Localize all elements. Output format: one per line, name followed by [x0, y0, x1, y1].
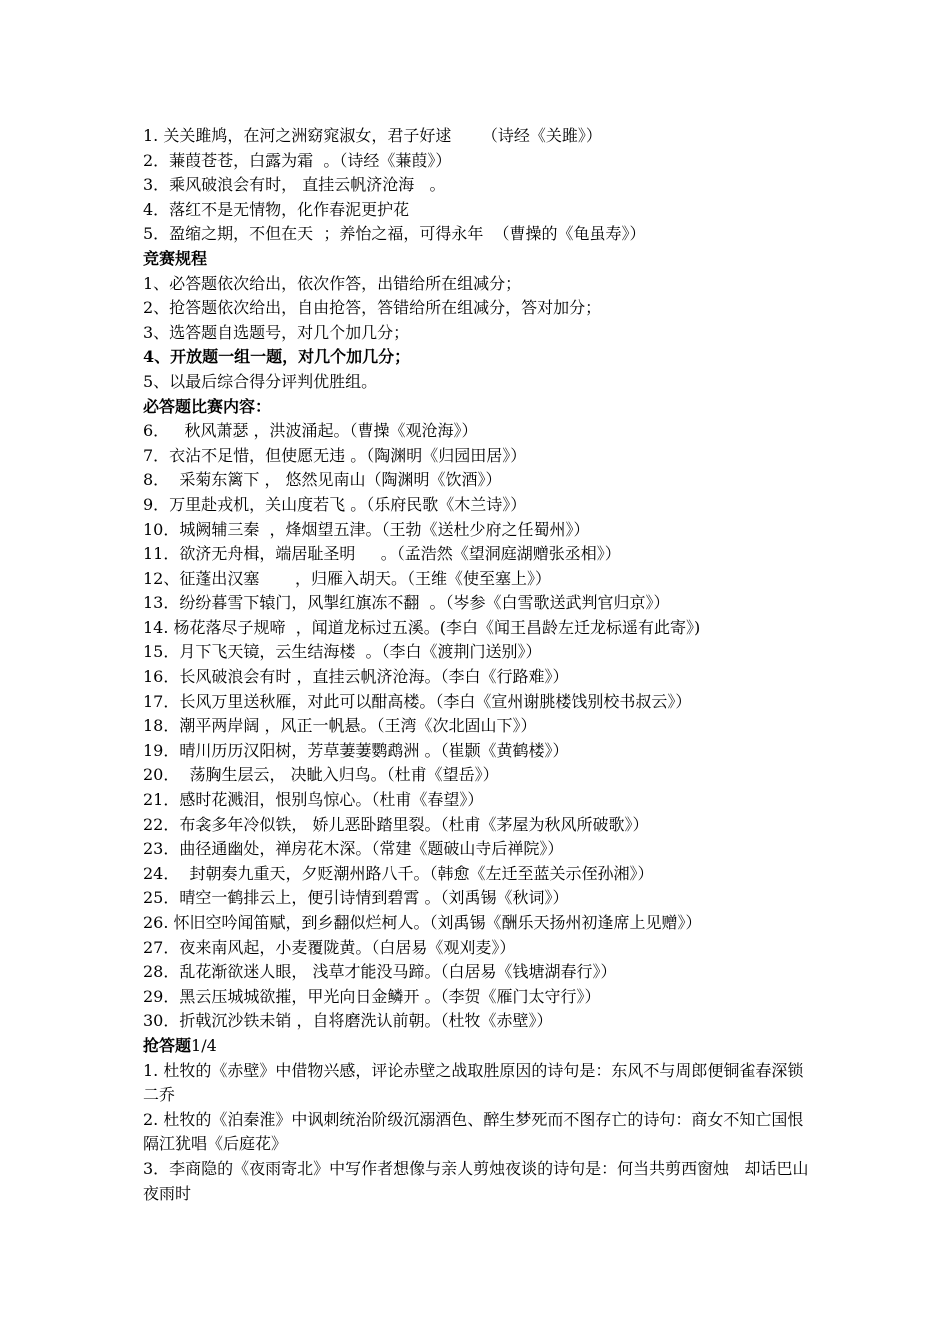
- required-heading: 必答题比赛内容：: [143, 396, 272, 416]
- rule-item-4: 4、开放题一组一题，对几个加几分；: [143, 347, 411, 367]
- required-item-15: 15．月下飞天镜，云生结海楼 。（李白《渡荆门送别》）: [143, 642, 542, 662]
- required-item-19: 19．晴川历历汉阳树，芳草萋萋鹦鹉洲 。（崔颢《黄鹤楼》）: [143, 740, 569, 760]
- required-item-21: 21．感时花溅泪，恨别鸟惊心。（杜甫《春望》）: [143, 790, 484, 810]
- required-item-30: 30．折戟沉沙铁未销 ，自将磨洗认前朝。（杜牧《赤壁》）: [143, 1011, 553, 1031]
- intro-line-2: 2．蒹葭苍苍，白露为霜 。（诗经《蒹葭》）: [143, 150, 452, 170]
- rule-item-2: 2、抢答题依次给出，自由抢答，答错给所在组减分，答对加分；: [143, 298, 602, 318]
- intro-line-4: 4．落红不是无情物，化作春泥更护花: [143, 199, 410, 219]
- required-item-29: 29．黑云压城城欲摧，甲光向日金鳞开 。（李贺《雁门太守行》）: [143, 986, 601, 1006]
- intro-line-3: 3．乘风破浪会有时， 直挂云帆济沧海 。: [143, 175, 446, 195]
- required-item-7: 7．衣沾不足惜，但使愿无违 。（陶渊明《归园田居》）: [143, 445, 527, 465]
- required-section: [143, 395, 813, 1034]
- required-item-11: 11．欲济无舟楫，端居耻圣明 。（孟浩然《望洞庭湖赠张丞相》）: [143, 544, 621, 564]
- required-item-26: 26. 怀旧空吟闻笛赋，到乡翻似烂柯人。（刘禹锡《酬乐天扬州初逢席上见赠》）: [143, 913, 702, 932]
- page-number: 1/4: [191, 1035, 217, 1055]
- rule-item-3: 3、选答题自选题号，对几个加几分；: [143, 322, 410, 342]
- required-item-28: 28．乱花渐欲迷人眼， 浅草才能没马蹄。（白居易《钱塘湖春行》）: [143, 962, 617, 982]
- required-item-8: 8． 采菊东篱下 ， 悠然见南山（陶渊明《饮酒》）: [143, 470, 502, 490]
- rules-section: [143, 247, 813, 395]
- required-item-18: 18．潮平两岸阔 ，风正一帆悬。（王湾《次北固山下》）: [143, 716, 537, 736]
- rush-section: [143, 1034, 819, 1206]
- required-item-17: 17．长风万里送秋雁，对此可以酣高楼。（李白《宣州谢朓楼饯别校书叔云》）: [143, 691, 692, 711]
- document-page: [143, 124, 819, 1206]
- intro-line-1: 1. 关关雎鸠，在河之洲窈窕淑女，君子好逑 （诗经《关雎》）: [143, 126, 602, 145]
- required-item-12: 12、征蓬出汉塞 ，归雁入胡天。（王维《使至塞上》）: [143, 568, 551, 588]
- required-item-25: 25．晴空一鹤排云上，便引诗情到碧霄 。（刘禹锡《秋词》）: [143, 888, 569, 908]
- intro-section: [143, 124, 813, 247]
- rush-heading: 抢答题: [143, 1035, 192, 1055]
- rules-heading: 竞赛规程: [143, 248, 208, 268]
- required-item-24: 24． 封朝奏九重天，夕贬潮州路八千。（韩愈《左迁至蓝关示侄孙湘》）: [143, 863, 654, 883]
- required-item-6: 6． 秋风萧瑟 ，洪波涌起。（曹操《观沧海》）: [143, 421, 478, 441]
- rush-item-1: 1. 杜牧的《赤壁》中借物兴感，评论赤壁之战取胜原因的诗句是：东风不与周郎便铜雀春深锁二乔: [143, 1060, 804, 1105]
- required-item-10: 10．城阙辅三秦 ，烽烟望五津。（王勃《送杜少府之任蜀州》）: [143, 519, 590, 539]
- required-item-14: 14. 杨花落尽子规啼 ，闻道龙标过五溪。(李白《闻王昌龄左迁龙标遥有此寄》): [143, 617, 701, 637]
- required-item-23: 23．曲径通幽处，禅房花木深。（常建《题破山寺后禅院》）: [143, 839, 564, 859]
- rule-item-5: 5、以最后综合得分评判优胜组。: [143, 371, 378, 391]
- rush-item-2: 2. 杜牧的《泊秦淮》中讽刺统治阶级沉溺酒色、醉生梦死而不图存亡的诗句：商女不知亡国恨 隔江犹唱《后庭花》: [143, 1109, 819, 1154]
- required-item-13: 13．纷纷暮雪下辕门，风掣红旗冻不翻 。（岑参《白雪歌送武判官归京》）: [143, 593, 670, 613]
- required-item-22: 22．布衾多年冷似铁， 娇儿恶卧踏里裂。（杜甫《茅屋为秋风所破歌》）: [143, 814, 649, 834]
- required-item-9: 9．万里赴戎机，关山度若飞 。（乐府民歌《木兰诗》）: [143, 494, 527, 514]
- rule-item-1: 1、必答题依次给出，依次作答，出错给所在组减分；: [143, 273, 522, 293]
- rush-item-3: 3．李商隐的《夜雨寄北》中写作者想像与亲人剪烛夜谈的诗句是：何当共剪西窗烛 却话巴山夜雨时: [143, 1158, 809, 1203]
- intro-line-5: 5．盈缩之期，不但在天 ；养怡之福，可得永年 （曹操的《龟虽寿》）: [143, 224, 646, 244]
- required-item-16: 16．长风破浪会有时 ，直挂云帆济沧海。（李白《行路难》）: [143, 667, 569, 687]
- required-item-20: 20． 荡胸生层云， 决眦入归鸟。（杜甫《望岳》）: [143, 765, 499, 785]
- required-item-27: 27．夜来南风起，小麦覆陇黄。（白居易《观刈麦》）: [143, 937, 516, 957]
- rush-heading-line: [143, 1034, 813, 1059]
